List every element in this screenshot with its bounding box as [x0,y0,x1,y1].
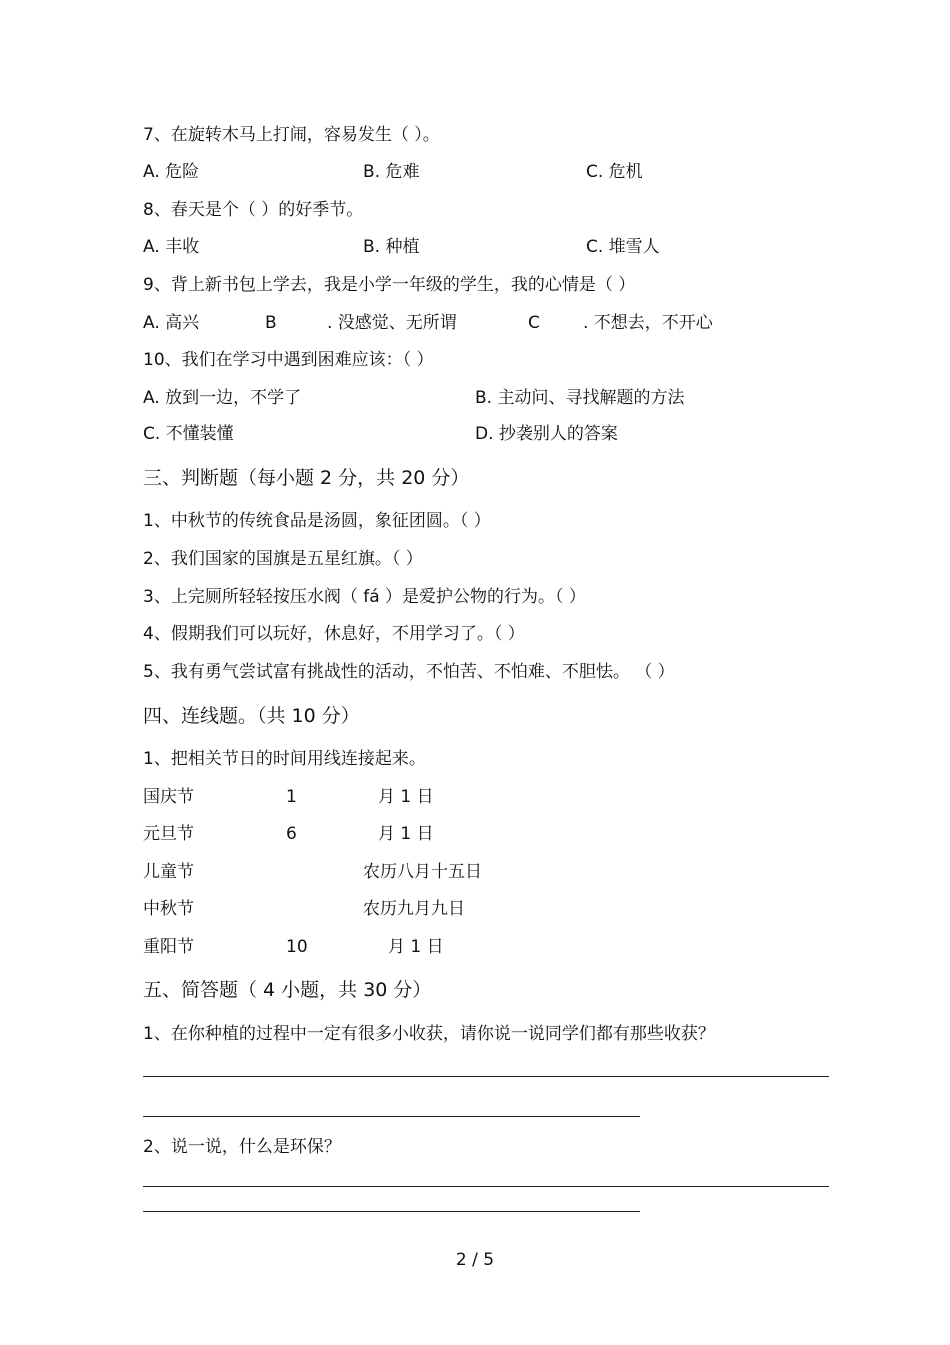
q9-stem: 9、背上新书包上学去，我是小学一年级的学生，我的心情是（ ） [143,275,636,295]
q8-option-b: B. 种植 [363,237,420,257]
date-number: 10 [286,937,308,957]
matching-instruction: 1、把相关节日的时间用线连接起来。 [143,749,426,769]
q9-option-a: A. 高兴 [143,313,200,333]
q7-option-c: C. 危机 [586,162,643,182]
date-label: 农历九月九日 [363,899,465,919]
q9-option-b-letter: B [265,313,277,333]
festival-label: 国庆节 [143,787,194,807]
answer-line[interactable] [143,1076,829,1077]
festival-label: 中秋节 [143,899,194,919]
judge-item-2: 2、我们国家的国旗是五星红旗。（ ） [143,549,423,569]
date-label: 月 1 日 [388,937,444,957]
date-label: 农历八月十五日 [363,862,482,882]
q8-option-a: A. 丰收 [143,237,200,257]
q10-option-a: A. 放到一边，不学了 [143,388,302,408]
date-number: 6 [286,824,297,844]
q10-option-c: C. 不懂装懂 [143,424,234,444]
q8-stem: 8、春天是个（ ）的好季节。 [143,200,364,220]
short-answer-q1: 1、在你种植的过程中一定有很多小收获，请你说一说同学们都有那些收获？ [143,1024,715,1044]
q7-option-b: B. 危难 [363,162,420,182]
q9-option-c-letter: C [528,313,540,333]
section5-title: 五、简答题（ 4 小题，共 30 分） [143,979,432,1001]
judge-item-3: 3、上完厕所轻轻按压水阀（ fá ）是爱护公物的行为。（ ） [143,587,586,607]
q7-option-a: A. 危险 [143,162,200,182]
q9-option-b-text: . 没感觉、无所谓 [327,313,457,333]
short-answer-q2: 2、说一说，什么是环保？ [143,1137,341,1157]
q7-stem: 7、在旋转木马上打闹，容易发生（ ）。 [143,125,440,145]
judge-item-1: 1、中秋节的传统食品是汤圆，象征团圆。（ ） [143,511,491,531]
date-number: 1 [286,787,297,807]
section3-title: 三、判断题（每小题 2 分，共 20 分） [143,467,470,489]
judge-item-4: 4、假期我们可以玩好，休息好，不用学习了。（ ） [143,624,525,644]
judge-item-5: 5、我有勇气尝试富有挑战性的活动，不怕苦、不怕难、不胆怯。 （ ） [143,662,675,682]
page-number: 2 / 5 [455,1250,495,1270]
q9-option-c-text: . 不想去，不开心 [583,313,713,333]
date-label: 月 1 日 [378,824,434,844]
q10-option-b: B. 主动问、寻找解题的方法 [475,388,685,408]
q8-option-c: C. 堆雪人 [586,237,660,257]
section4-title: 四、连线题。（共 10 分） [143,705,360,727]
answer-line[interactable] [143,1211,640,1212]
answer-line[interactable] [143,1116,640,1117]
q10-stem: 10、我们在学习中遇到困难应该：（ ） [143,350,434,370]
date-label: 月 1 日 [378,787,434,807]
festival-label: 重阳节 [143,937,194,957]
answer-line[interactable] [143,1186,829,1187]
festival-label: 儿童节 [143,862,194,882]
festival-label: 元旦节 [143,824,194,844]
q10-option-d: D. 抄袭别人的答案 [475,424,618,444]
